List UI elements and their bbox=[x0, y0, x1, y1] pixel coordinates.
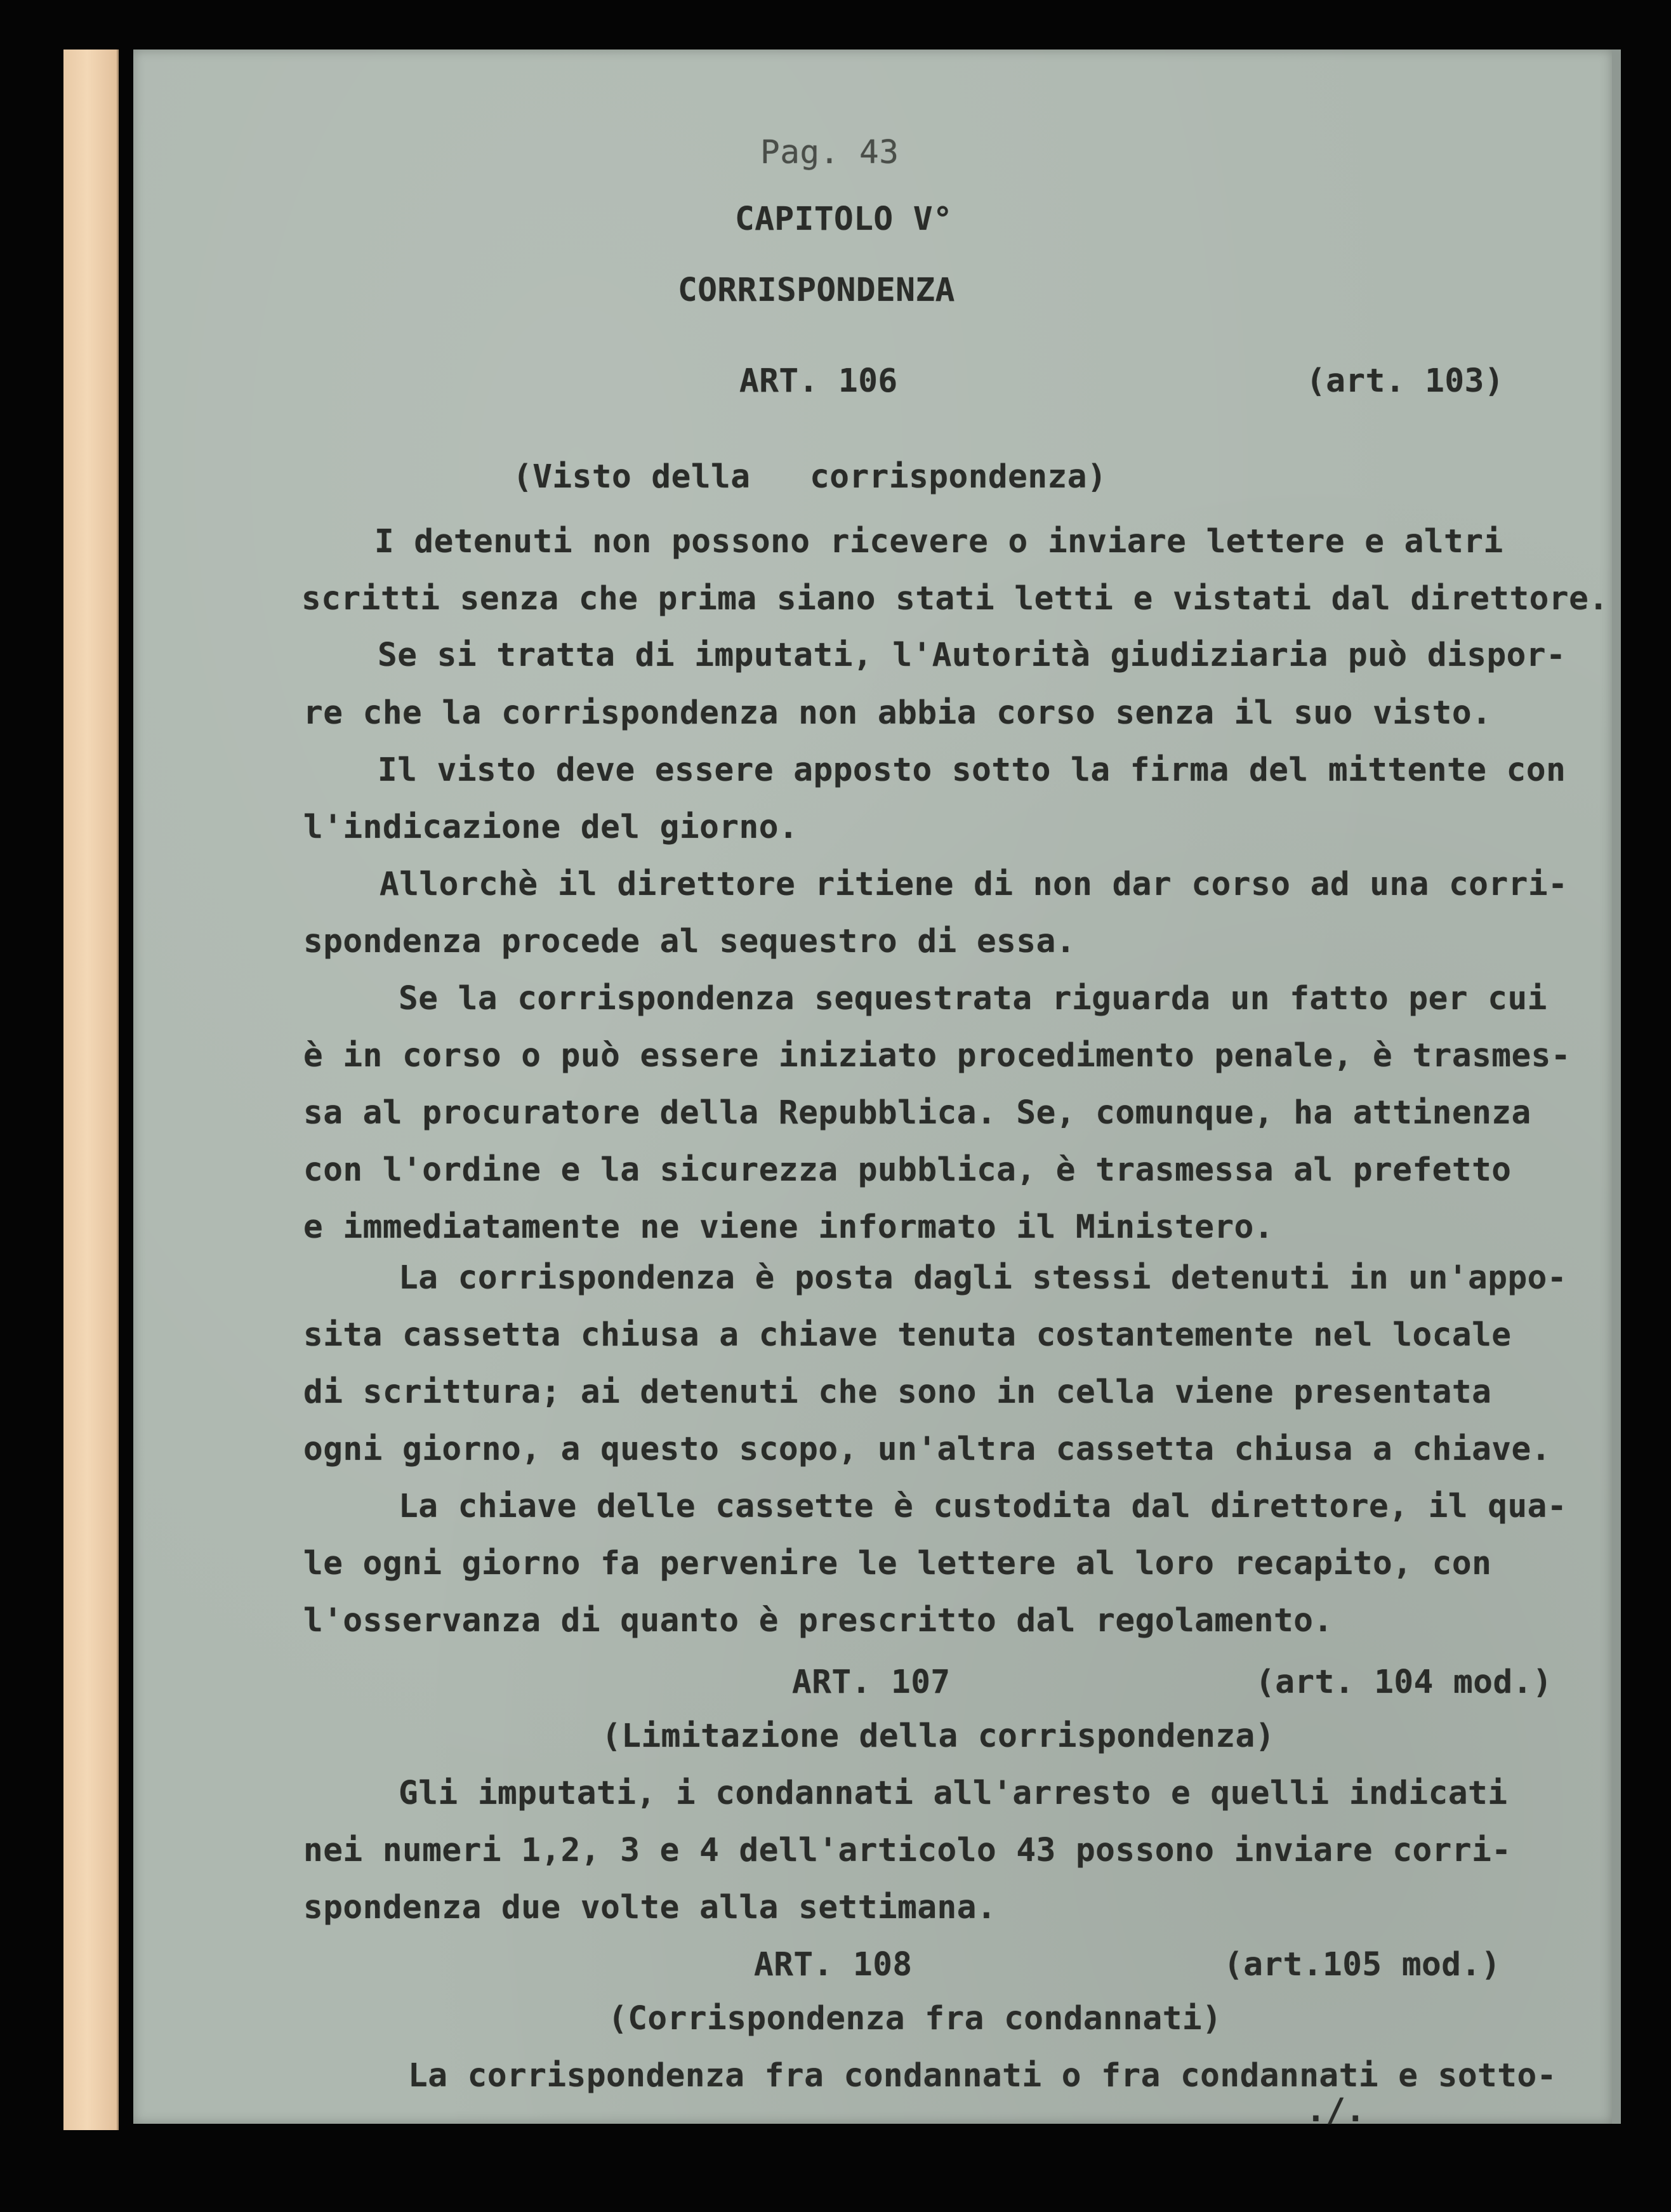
text-line: di scrittura; ai detenuti che sono in cella viene presentata bbox=[303, 1374, 1492, 1411]
article-heading: (Visto della corrispondenza) bbox=[513, 458, 1107, 496]
text-line: La chiave delle cassette è custodita dal direttore, il qua- bbox=[399, 1488, 1568, 1525]
text-line: le ogni giorno fa pervenire le lettere al loro recapito, con bbox=[303, 1545, 1492, 1582]
binding-stub bbox=[63, 50, 119, 2130]
article-number: ART. 107 bbox=[792, 1664, 951, 1701]
text-line: nei numeri 1,2, 3 e 4 dell'articolo 43 possono inviare corri- bbox=[303, 1832, 1512, 1869]
page-number: Pag. 43 bbox=[760, 134, 899, 171]
text-line: con l'ordine e la sicurezza pubblica, è trasmessa al prefetto bbox=[303, 1151, 1512, 1189]
continuation-mark: ./. bbox=[1306, 2092, 1366, 2129]
article-reference: (art.105 mod.) bbox=[1224, 1946, 1501, 1984]
text-line: è in corso o può essere iniziato procedimento penale, è trasmes- bbox=[303, 1037, 1571, 1075]
text-line: e immediatamente ne viene informato il Ministero. bbox=[303, 1209, 1274, 1246]
text-line: Il visto deve essere apposto sotto la firma del mittente con bbox=[378, 752, 1566, 789]
text-line: re che la corrispondenza non abbia corso senza il suo visto. bbox=[303, 694, 1492, 732]
text-line: Allorchè il direttore ritiene di non dar corso ad una corri- bbox=[380, 866, 1568, 903]
article-heading: (Corrispondenza fra condannati) bbox=[608, 2000, 1222, 2037]
text-line: scritti senza che prima siano stati letti e vistati dal direttore. bbox=[301, 580, 1609, 618]
text-line: I detenuti non possono ricevere o inviare lettere e altri bbox=[374, 523, 1503, 560]
page-edge bbox=[1612, 50, 1621, 2124]
article-reference: (art. 103) bbox=[1306, 362, 1505, 400]
text-line: sita cassetta chiusa a chiave tenuta costantemente nel locale bbox=[303, 1316, 1512, 1354]
typewritten-page bbox=[133, 50, 1612, 2124]
article-number: ART. 108 bbox=[754, 1946, 913, 1984]
chapter-title: CORRISPONDENZA bbox=[678, 272, 955, 309]
text-line: La corrispondenza è posta dagli stessi detenuti in un'appo- bbox=[399, 1259, 1568, 1297]
text-line: l'indicazione del giorno. bbox=[303, 809, 799, 846]
text-line: spondenza due volte alla settimana. bbox=[303, 1889, 997, 1926]
text-line: Se la corrispondenza sequestrata riguarda un fatto per cui bbox=[399, 980, 1547, 1017]
text-line: Gli imputati, i condannati all'arresto e quelli indicati bbox=[399, 1775, 1508, 1812]
text-line: sa al procuratore della Repubblica. Se, comunque, ha attinenza bbox=[303, 1094, 1531, 1132]
text-line: spondenza procede al sequestro di essa. bbox=[303, 923, 1076, 960]
article-number: ART. 106 bbox=[739, 362, 898, 400]
article-reference: (art. 104 mod.) bbox=[1255, 1664, 1553, 1701]
text-line: Se si tratta di imputati, l'Autorità giudiziaria può dispor- bbox=[378, 637, 1566, 674]
text-line: l'osservanza di quanto è prescritto dal regolamento. bbox=[303, 1602, 1333, 1639]
article-heading: (Limitazione della corrispondenza) bbox=[602, 1718, 1275, 1755]
chapter-number: CAPITOLO V° bbox=[735, 201, 953, 238]
text-line: La corrispondenza fra condannati o fra condannati e sotto- bbox=[408, 2057, 1557, 2095]
text-line: ogni giorno, a questo scopo, un'altra cassetta chiusa a chiave. bbox=[303, 1431, 1551, 1468]
